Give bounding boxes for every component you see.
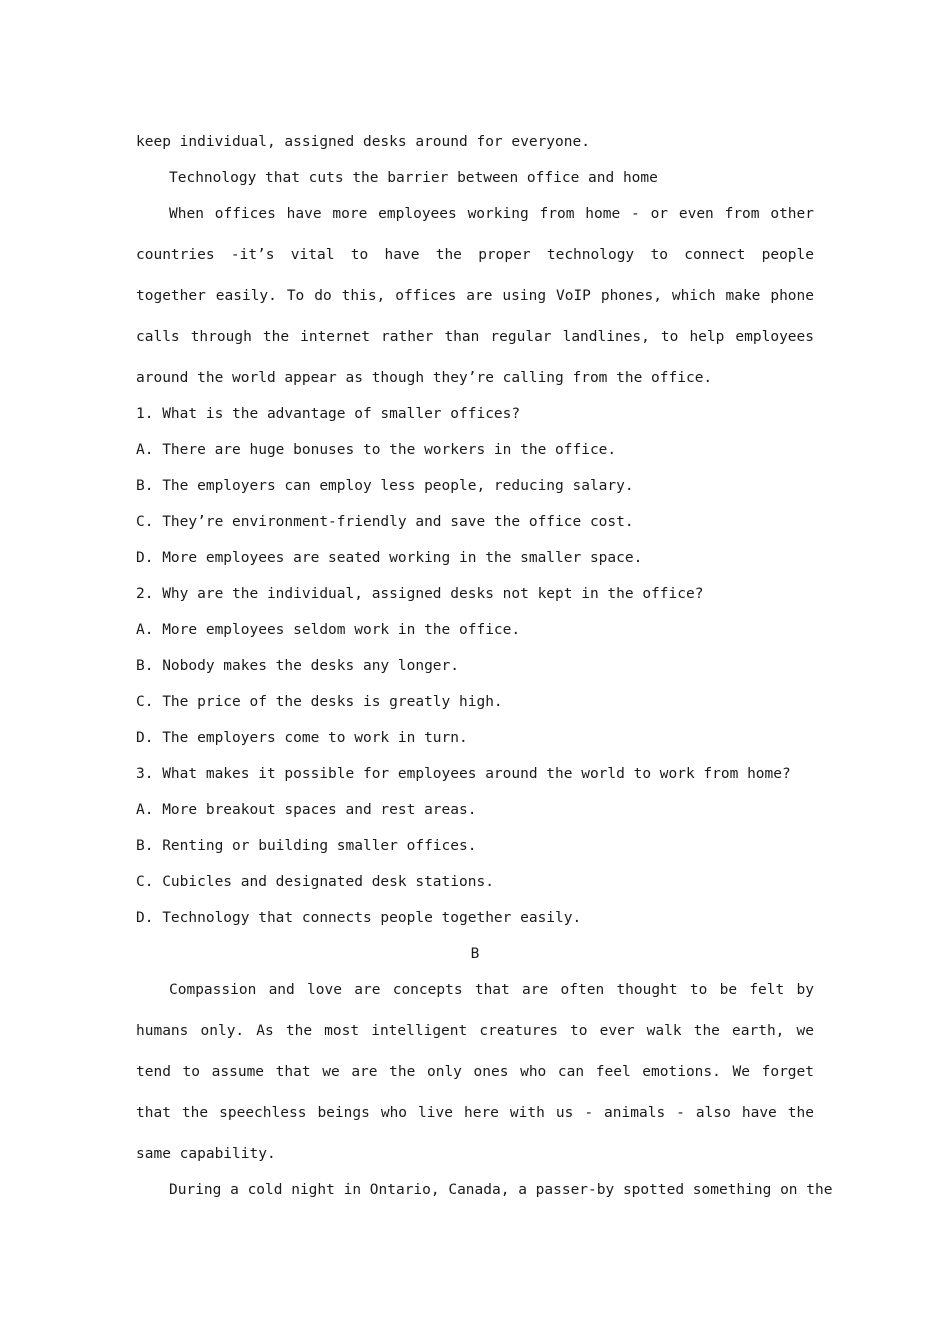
passage-b-paragraph-1: Compassion and love are concepts that are often thought to be felt by humans only. As the most intelligent creatures to ever walk the earth, we tend to assume that we are the only ones who can feel emotions. We forget that the speechless beings who live here with us - animals - also have the same capability. [136, 982, 814, 1162]
document-page [136, 124, 833, 1208]
option-a: A. More breakout spaces and rest areas. [136, 802, 477, 818]
option-d: D. The employers come to work in turn. [136, 730, 468, 746]
option-a: A. There are huge bonuses to the workers in the office. [136, 442, 617, 458]
option-c: C. Cubicles and designated desk stations. [136, 874, 494, 890]
passage-b-paragraph-2: During a cold night in Ontario, Canada, a passer-by spotted something on the [169, 1182, 833, 1198]
option-c: C. They’re environment-friendly and save the office cost. [136, 514, 634, 530]
question-1 [136, 396, 814, 576]
option-b: B. The employers can employ less people, reducing salary. [136, 478, 634, 494]
option-c: C. The price of the desks is greatly high. [136, 694, 503, 710]
question-stem: 3. What makes it possible for employees around the world to work from home? [136, 766, 791, 782]
question-3 [136, 756, 814, 936]
section-heading: Technology that cuts the barrier between office and home [169, 170, 658, 186]
option-a: A. More employees seldom work in the office. [136, 622, 521, 638]
question-stem: 2. Why are the individual, assigned desks not kept in the office? [136, 586, 704, 602]
question-stem: 1. What is the advantage of smaller offices? [136, 406, 521, 422]
option-d: D. Technology that connects people together easily. [136, 910, 582, 926]
passage-b-label: B [470, 946, 480, 962]
passage-a-continuation: keep individual, assigned desks around for everyone. [136, 134, 590, 150]
option-b: B. Nobody makes the desks any longer. [136, 658, 460, 674]
technology-paragraph: When offices have more employees working from home - or even from other countries -it’s vital to have the proper technology to connect people together easily. To do this, offices are using VoIP phones, which make phone calls through the internet rather than regular landlines, to help employees around the world appear as though they’re calling from the office. [136, 206, 814, 386]
option-d: D. More employees are seated working in the smaller space. [136, 550, 643, 566]
option-b: B. Renting or building smaller offices. [136, 838, 477, 854]
question-2 [136, 576, 814, 756]
